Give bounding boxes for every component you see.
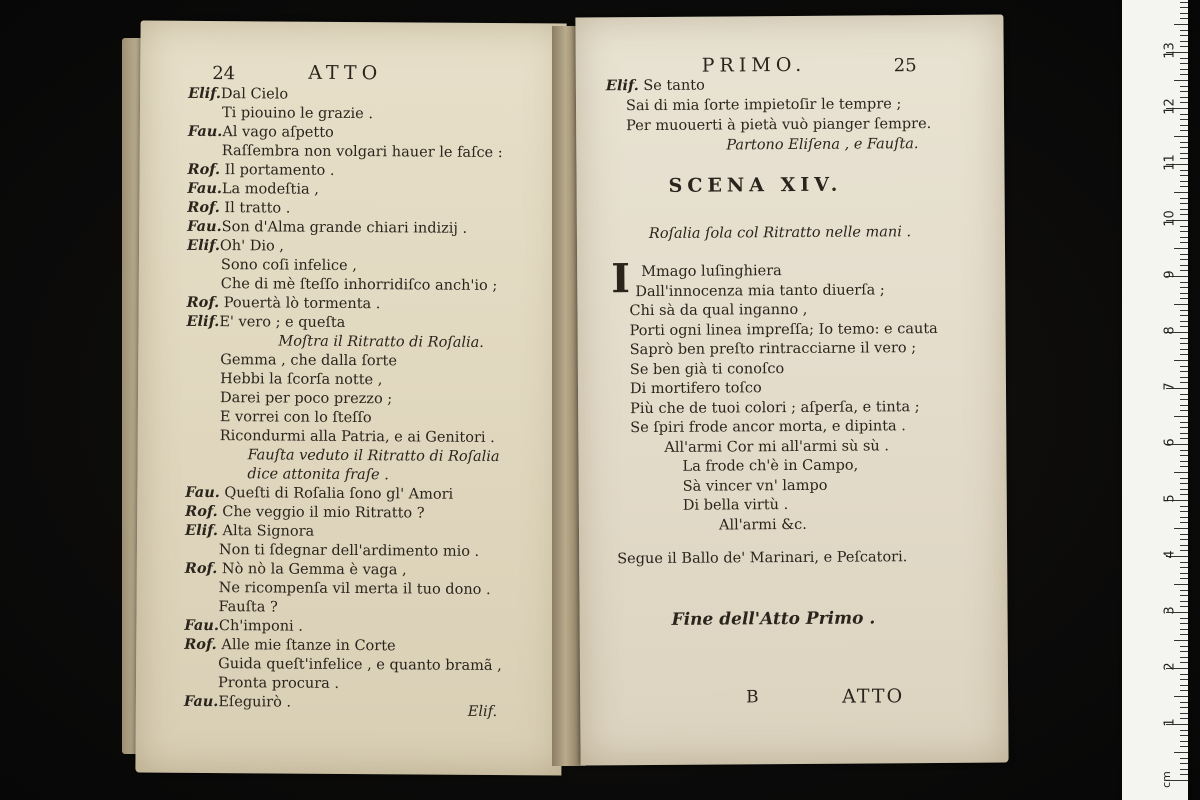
ruler-tick bbox=[1180, 119, 1188, 120]
left-text-line bbox=[222, 142, 503, 162]
right-text-line bbox=[626, 115, 931, 135]
right-page bbox=[575, 15, 1008, 766]
speaker-name: Rof. bbox=[185, 502, 218, 521]
line-text: Alta Signora bbox=[217, 523, 315, 540]
ruler-tick bbox=[1180, 214, 1188, 215]
ruler-tick bbox=[1180, 466, 1188, 467]
ruler-tick bbox=[1180, 326, 1188, 327]
left-text-line bbox=[184, 636, 396, 655]
line-text: Fauſta ? bbox=[218, 599, 278, 616]
left-text-line bbox=[187, 180, 319, 199]
drop-cap: I bbox=[611, 255, 631, 303]
ruler-tick bbox=[1180, 741, 1188, 742]
ruler-tick bbox=[1180, 438, 1188, 439]
line-text: Il tratto . bbox=[219, 200, 291, 217]
line-text: Ti piouino le grazie . bbox=[221, 105, 374, 123]
ruler-tick bbox=[1174, 696, 1188, 697]
ruler-number: 13 bbox=[1162, 42, 1178, 59]
line-text: Partono Eliſena , e Fauſta. bbox=[726, 136, 919, 154]
ruler-tick bbox=[1180, 410, 1188, 411]
ruler-tick bbox=[1180, 209, 1188, 210]
verse-line: Se ben già ti conoſco bbox=[629, 360, 785, 378]
line-text: Nò nò la Gemma è vaga , bbox=[217, 561, 407, 579]
ruler-tick bbox=[1180, 399, 1188, 400]
ruler-tick bbox=[1180, 125, 1188, 126]
verse-line: Porti ogni linea impreſſa; Io temo: e cauta bbox=[629, 320, 938, 339]
ruler-tick bbox=[1174, 472, 1188, 473]
ruler-tick bbox=[1180, 707, 1188, 708]
ruler-tick bbox=[1180, 618, 1188, 619]
line-text: Ne ricompenſa vil merta il tuo dono . bbox=[218, 580, 491, 598]
ruler-tick bbox=[1174, 248, 1188, 249]
left-text-line bbox=[278, 332, 484, 351]
ruler-tick bbox=[1180, 158, 1188, 159]
ruler-number: 9 bbox=[1162, 270, 1178, 279]
ruler-tick bbox=[1180, 46, 1188, 47]
line-text: Eſeguirò . bbox=[218, 694, 292, 711]
right-page-number: 25 bbox=[893, 55, 917, 77]
line-text: E' vero ; e queſta bbox=[219, 314, 346, 331]
line-text: Fauſta veduto il Ritratto di Roſalia bbox=[247, 447, 500, 466]
ruler-number: 6 bbox=[1162, 438, 1178, 447]
ruler-tick bbox=[1174, 136, 1188, 137]
ruler-tick bbox=[1180, 91, 1188, 92]
line-text: Se tanto bbox=[638, 77, 705, 95]
ruler-tick bbox=[1180, 455, 1188, 456]
ruler-tick bbox=[1180, 293, 1188, 294]
speaker-name: Fau. bbox=[185, 483, 220, 502]
right-text-line bbox=[626, 95, 901, 115]
ruler-tick bbox=[1180, 567, 1188, 568]
ruler-tick bbox=[1180, 366, 1188, 367]
ruler-tick bbox=[1180, 713, 1188, 714]
ruler-tick bbox=[1180, 662, 1188, 663]
ruler-tick bbox=[1180, 595, 1188, 596]
verse-line: Di mortifero toſco bbox=[629, 380, 762, 398]
ruler-tick bbox=[1180, 506, 1188, 507]
left-text-line bbox=[220, 427, 495, 447]
line-text: Al vago aſpetto bbox=[222, 124, 334, 141]
speaker-name: Fau. bbox=[183, 692, 219, 711]
ruler-tick bbox=[1180, 231, 1188, 232]
ruler-tick bbox=[1180, 702, 1188, 703]
ruler-tick bbox=[1180, 371, 1188, 372]
ruler-tick bbox=[1180, 186, 1188, 187]
ruler-tick bbox=[1180, 763, 1188, 764]
line-text: Darei per poco prezzo ; bbox=[219, 390, 393, 408]
verse-line: Saprò ben preſto rintracciarne il vero ; bbox=[629, 340, 917, 359]
verse-line: La frode ch'è in Campo, bbox=[682, 457, 859, 475]
ruler-tick bbox=[1180, 483, 1188, 484]
ruler-tick bbox=[1180, 769, 1188, 770]
ruler-tick bbox=[1180, 287, 1188, 288]
ruler-tick bbox=[1180, 58, 1188, 59]
ruler-tick bbox=[1180, 153, 1188, 154]
ruler-tick bbox=[1174, 24, 1188, 25]
speaker-name: Rof. bbox=[186, 293, 220, 312]
ruler-tick bbox=[1180, 427, 1188, 428]
ruler-tick bbox=[1180, 657, 1188, 658]
ruler-number: 10 bbox=[1162, 210, 1178, 227]
line-text: Alle mie ſtanze in Corte bbox=[216, 637, 396, 655]
ruler-tick bbox=[1180, 142, 1188, 143]
left-text-line bbox=[185, 484, 453, 504]
ruler-tick bbox=[1180, 433, 1188, 434]
ruler-tick bbox=[1180, 590, 1188, 591]
left-text-line bbox=[219, 579, 491, 599]
line-text: Sai di mia ſorte impietoſir le tempre ; bbox=[625, 96, 902, 115]
ruler-tick bbox=[1180, 489, 1188, 490]
right-text-line bbox=[726, 135, 918, 154]
ruler-tick bbox=[1174, 304, 1188, 305]
left-text-line bbox=[219, 541, 479, 561]
line-text: Raſſembra non volgari hauer le faſce : bbox=[221, 143, 503, 162]
line-text: Non ti ſdegnar dell'ardimento mio . bbox=[218, 542, 480, 560]
left-text-line bbox=[220, 408, 372, 427]
ruler-tick bbox=[1180, 35, 1188, 36]
line-text: Son d'Alma grande chiari indizij . bbox=[221, 219, 468, 237]
ruler-tick bbox=[1174, 416, 1188, 417]
line-text: Oh' Dio , bbox=[219, 238, 285, 255]
ruler-tick bbox=[1180, 623, 1188, 624]
ruler-tick bbox=[1180, 270, 1188, 271]
ruler-tick bbox=[1180, 774, 1188, 775]
ruler-tick bbox=[1180, 226, 1188, 227]
ruler-tick bbox=[1180, 562, 1188, 563]
left-text-line bbox=[218, 674, 339, 693]
speaker-name: Rof. bbox=[187, 198, 220, 217]
ruler-number: 5 bbox=[1162, 494, 1178, 503]
ruler-tick bbox=[1180, 382, 1188, 383]
ruler-tick bbox=[1174, 640, 1188, 641]
signature-mark: B bbox=[746, 687, 759, 708]
ruler-tick bbox=[1180, 69, 1188, 70]
ruler-number: 4 bbox=[1162, 550, 1178, 559]
line-text: Che di mè ſteſſo inhorridiſco anch'io ; bbox=[220, 276, 498, 295]
ruler-tick bbox=[1180, 315, 1188, 316]
left-text-line bbox=[185, 503, 425, 523]
speaker-name: Elif. bbox=[188, 84, 222, 103]
line-text: Ricondurmi alla Patria, e ai Genitori . bbox=[219, 428, 495, 447]
speaker-name: Fau. bbox=[184, 616, 219, 635]
ruler-tick bbox=[1180, 18, 1188, 19]
ruler-tick bbox=[1174, 80, 1188, 81]
ruler-tick bbox=[1180, 298, 1188, 299]
ruler-tick bbox=[1174, 360, 1188, 361]
left-text-line bbox=[220, 370, 382, 389]
left-text-line bbox=[221, 256, 357, 275]
scene-title: SCENA XIV. bbox=[668, 173, 843, 197]
line-text: Hebbi la ſcorſa notte , bbox=[220, 371, 383, 389]
ruler-tick bbox=[1180, 606, 1188, 607]
left-text-line bbox=[221, 275, 498, 295]
verse-line: Sà vincer vn' lampo bbox=[682, 477, 828, 495]
ruler-tick bbox=[1180, 511, 1188, 512]
ruler-tick bbox=[1180, 349, 1188, 350]
ruler-tick bbox=[1180, 758, 1188, 759]
ruler-tick bbox=[1180, 254, 1188, 255]
ruler-number: 12 bbox=[1162, 98, 1178, 115]
ruler-tick bbox=[1180, 354, 1188, 355]
ruler-tick bbox=[1180, 450, 1188, 451]
ruler-tick bbox=[1180, 601, 1188, 602]
right-running-header: PRIMO. bbox=[701, 53, 807, 77]
ruler-tick bbox=[1180, 102, 1188, 103]
speaker-name: Rof. bbox=[187, 160, 221, 179]
line-text: Ch'imponi . bbox=[218, 618, 303, 635]
ruler-tick bbox=[1180, 394, 1188, 395]
speaker-name: Rof. bbox=[184, 559, 218, 578]
line-text: Moſtra il Ritratto di Roſalia. bbox=[278, 333, 484, 351]
ruler-tick bbox=[1180, 377, 1188, 378]
line-text: Queſti di Roſalia ſono gl' Amori bbox=[219, 485, 454, 503]
ruler-number: 2 bbox=[1162, 662, 1178, 671]
measuring-ruler bbox=[1122, 0, 1188, 800]
line-text: Per muouerti à pietà vuò pianger ſempre. bbox=[626, 116, 932, 135]
verse-line: All'armi Cor mi all'armi sù sù . bbox=[664, 437, 889, 456]
ruler-tick bbox=[1180, 405, 1188, 406]
ruler-tick bbox=[1180, 321, 1188, 322]
verse-line: Più che de tuoi colori ; aſperſa, e tinta ; bbox=[630, 398, 920, 417]
ruler-tick bbox=[1180, 573, 1188, 574]
ballo-direction: Segue il Ballo de' Marinari, e Peſcatori. bbox=[617, 549, 908, 568]
left-text-line bbox=[187, 294, 381, 313]
left-text-line bbox=[220, 351, 397, 370]
ruler-tick bbox=[1180, 478, 1188, 479]
line-text: Gemma , che dalla ſorte bbox=[220, 352, 398, 370]
verse-line: Di bella virtù . bbox=[682, 497, 789, 514]
ruler-tick bbox=[1180, 634, 1188, 635]
ruler-tick bbox=[1180, 539, 1188, 540]
ruler-tick bbox=[1180, 718, 1188, 719]
ruler-tick bbox=[1180, 63, 1188, 64]
ruler-number: 7 bbox=[1162, 382, 1178, 391]
left-text-line bbox=[184, 693, 291, 712]
left-text-line bbox=[184, 617, 303, 636]
left-text-line bbox=[185, 560, 407, 580]
ruler-tick bbox=[1180, 517, 1188, 518]
left-text-line bbox=[188, 123, 334, 142]
ruler-tick bbox=[1180, 97, 1188, 98]
ruler-tick bbox=[1180, 2, 1188, 3]
verse-line: Dall'innocenza mia tanto diuerſa ; bbox=[635, 281, 885, 300]
line-text: E vorrei con lo ſteſſo bbox=[219, 409, 372, 427]
ruler-tick bbox=[1174, 528, 1188, 529]
ruler-tick bbox=[1180, 338, 1188, 339]
ruler-tick bbox=[1180, 74, 1188, 75]
ruler-number: 11 bbox=[1162, 154, 1178, 171]
left-text-line bbox=[187, 237, 284, 256]
ruler-tick bbox=[1180, 545, 1188, 546]
ruler-tick bbox=[1180, 550, 1188, 551]
ruler-tick bbox=[1180, 86, 1188, 87]
left-text-line bbox=[187, 218, 467, 238]
ruler-tick bbox=[1180, 170, 1188, 171]
ruler-tick bbox=[1180, 237, 1188, 238]
ruler-tick bbox=[1180, 242, 1188, 243]
speaker-name: Elif. bbox=[605, 77, 639, 95]
ruler-tick bbox=[1180, 114, 1188, 115]
right-text-line bbox=[606, 77, 705, 96]
line-text: La modeſtia , bbox=[221, 181, 319, 198]
ruler-tick bbox=[1174, 584, 1188, 585]
ruler-tick bbox=[1180, 343, 1188, 344]
left-page-number: 24 bbox=[212, 63, 236, 85]
left-page bbox=[135, 21, 566, 776]
left-running-header: ATTO bbox=[308, 61, 383, 85]
scene-direction: Roſalia ſola col Ritratto nelle mani . bbox=[648, 224, 912, 242]
ruler-tick bbox=[1180, 735, 1188, 736]
ruler-tick bbox=[1180, 130, 1188, 131]
ruler-tick bbox=[1180, 461, 1188, 462]
left-text-line bbox=[218, 655, 502, 675]
ruler-tick bbox=[1180, 494, 1188, 495]
ruler-tick bbox=[1180, 578, 1188, 579]
ruler-tick bbox=[1180, 422, 1188, 423]
ruler-tick bbox=[1180, 147, 1188, 148]
ruler-tick bbox=[1180, 13, 1188, 14]
verse-line: Chi sà da qual inganno , bbox=[629, 301, 808, 320]
ruler-tick bbox=[1180, 690, 1188, 691]
line-text: Che veggio il mio Ritratto ? bbox=[217, 504, 425, 522]
ruler-tick bbox=[1180, 522, 1188, 523]
left-text-line bbox=[185, 522, 314, 541]
ruler-tick bbox=[1180, 310, 1188, 311]
left-text-line bbox=[188, 85, 288, 104]
left-text-line bbox=[186, 313, 345, 332]
ruler-number: 3 bbox=[1162, 606, 1178, 615]
ruler-number: 1 bbox=[1162, 718, 1178, 727]
left-text-line bbox=[188, 161, 335, 180]
ruler-tick bbox=[1180, 730, 1188, 731]
left-text-line bbox=[222, 104, 373, 123]
ruler-tick bbox=[1180, 181, 1188, 182]
ruler-tick bbox=[1180, 41, 1188, 42]
line-text: dice attonita fraſe . bbox=[247, 466, 389, 484]
speaker-name: Fau. bbox=[187, 179, 223, 198]
ruler-tick bbox=[1180, 265, 1188, 266]
left-text-line bbox=[187, 199, 290, 218]
ruler-tick bbox=[1180, 7, 1188, 8]
end-of-act-line: Fine dell'Atto Primo . bbox=[671, 608, 876, 630]
line-text: Il portamento . bbox=[220, 162, 335, 179]
speaker-name: Fau. bbox=[187, 122, 223, 141]
speaker-name: Rof. bbox=[184, 635, 217, 654]
left-text-line bbox=[248, 446, 500, 466]
ruler-tick bbox=[1180, 651, 1188, 652]
line-text: Sono coſi infelice , bbox=[220, 257, 357, 275]
verse-line: Mmago luſinghiera bbox=[641, 263, 782, 281]
left-catchword: Elif. bbox=[467, 703, 498, 721]
ruler-tick bbox=[1180, 30, 1188, 31]
ruler-tick bbox=[1174, 752, 1188, 753]
ruler-tick bbox=[1180, 534, 1188, 535]
ruler-tick bbox=[1180, 646, 1188, 647]
speaker-name: Fau. bbox=[187, 217, 222, 236]
verse-line: Se ſpiri frode ancor morta, e dipinta . bbox=[630, 418, 906, 437]
ruler-tick bbox=[1180, 198, 1188, 199]
line-text: Pouertà lò tormenta . bbox=[219, 295, 381, 313]
line-text: Guida queſt'infelice , e quanto bramã , bbox=[218, 656, 502, 675]
ruler-tick bbox=[1180, 282, 1188, 283]
ruler-tick bbox=[1174, 192, 1188, 193]
ruler-tick bbox=[1180, 175, 1188, 176]
ruler-tick bbox=[1180, 629, 1188, 630]
ruler-tick bbox=[1180, 746, 1188, 747]
speaker-name: Elif. bbox=[186, 312, 220, 331]
left-text-line bbox=[220, 389, 392, 408]
ruler-tick bbox=[1180, 679, 1188, 680]
speaker-name: Elif. bbox=[185, 521, 218, 540]
verse-line: All'armi &c. bbox=[718, 516, 807, 534]
left-text-line bbox=[218, 598, 277, 616]
right-catchword: ATTO bbox=[842, 685, 905, 708]
line-text: Dal Cielo bbox=[220, 86, 289, 103]
line-text: Pronta procura . bbox=[217, 675, 340, 692]
left-text-line bbox=[247, 465, 389, 484]
ruler-unit-label: cm bbox=[1159, 771, 1173, 788]
speaker-name: Elif. bbox=[187, 236, 220, 255]
ruler-tick bbox=[1180, 259, 1188, 260]
ruler-number: 8 bbox=[1162, 326, 1178, 335]
ruler-tick bbox=[1180, 685, 1188, 686]
ruler-tick bbox=[1180, 203, 1188, 204]
ruler-tick bbox=[1180, 674, 1188, 675]
